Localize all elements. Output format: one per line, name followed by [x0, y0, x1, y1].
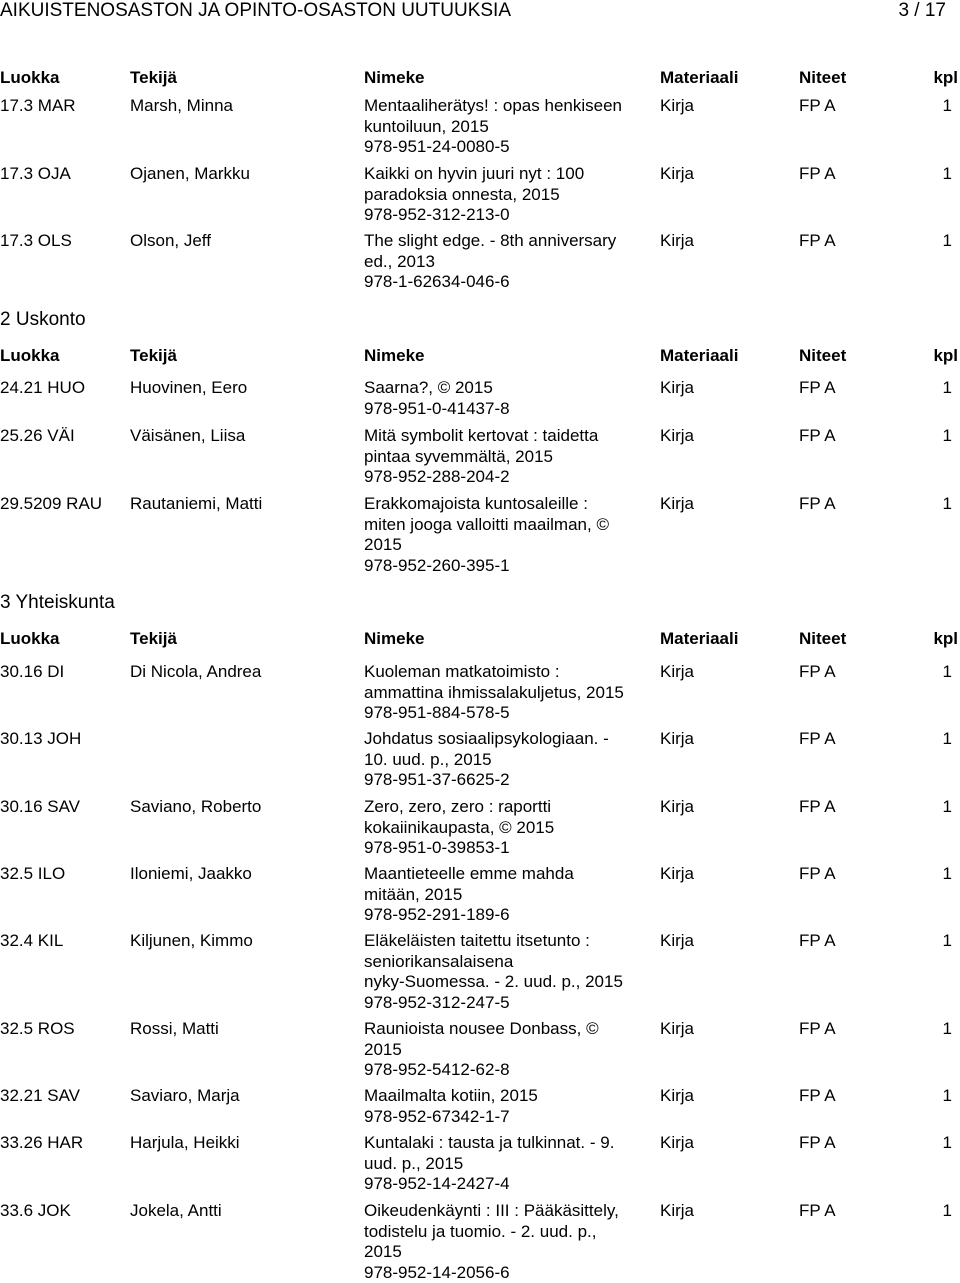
title-line: ammattina ihmissalakuljetus, 2015 [364, 683, 654, 704]
title-cell [364, 1019, 654, 1081]
title-line: Oikeudenkäynti : III : Pääkäsittely, [364, 1201, 654, 1222]
title-line: uud. p., 2015 [364, 1154, 654, 1175]
volume-location: FP A [799, 729, 836, 750]
column-header-qty: kpl [933, 628, 958, 650]
volume-location: FP A [799, 1201, 836, 1222]
material-type: Kirja [660, 164, 694, 185]
column-header-class: Luokka [0, 67, 60, 89]
title-line: 978-952-312-213-0 [364, 205, 654, 226]
volume-location: FP A [799, 864, 836, 885]
title-line: Saarna?, © 2015 [364, 378, 654, 399]
title-line: kokaiinikaupasta, © 2015 [364, 818, 654, 839]
column-header-author: Tekijä [130, 345, 177, 367]
column-header-volumes: Niteet [799, 345, 846, 367]
title-line: Eläkeläisten taitettu itsetunto : [364, 931, 654, 952]
class-code: 32.21 SAV [0, 1086, 80, 1107]
quantity: 1 [943, 231, 952, 252]
title-cell [364, 729, 654, 791]
author-name: Rautaniemi, Matti [130, 494, 262, 515]
quantity: 1 [943, 662, 952, 683]
material-type: Kirja [660, 1019, 694, 1040]
class-code: 17.3 OJA [0, 164, 71, 185]
material-type: Kirja [660, 378, 694, 399]
title-line: 978-952-260-395-1 [364, 556, 654, 577]
title-line: 2015 [364, 1040, 654, 1061]
volume-location: FP A [799, 931, 836, 952]
column-header-author: Tekijä [130, 628, 177, 650]
column-header-class: Luokka [0, 628, 60, 650]
title-line: Kaikki on hyvin juuri nyt : 100 [364, 164, 654, 185]
material-type: Kirja [660, 1201, 694, 1222]
material-type: Kirja [660, 231, 694, 252]
class-code: 30.13 JOH [0, 729, 81, 750]
title-line: 978-952-67342-1-7 [364, 1107, 654, 1128]
title-line: Mitä symbolit kertovat : taidetta [364, 426, 654, 447]
title-line: pintaa syvemmältä, 2015 [364, 447, 654, 468]
author-name: Iloniemi, Jaakko [130, 864, 252, 885]
class-code: 32.5 ROS [0, 1019, 75, 1040]
author-name: Olson, Jeff [130, 231, 211, 252]
title-cell [364, 931, 654, 1013]
title-line: 978-952-14-2427-4 [364, 1174, 654, 1195]
column-header-material: Materiaali [660, 345, 738, 367]
title-line: 978-951-24-0080-5 [364, 137, 654, 158]
title-line: 978-952-14-2056-6 [364, 1263, 654, 1283]
author-name: Harjula, Heikki [130, 1133, 240, 1154]
title-line: 2015 [364, 1242, 654, 1263]
title-line: ed., 2013 [364, 252, 654, 273]
class-code: 30.16 SAV [0, 797, 80, 818]
title-line: The slight edge. - 8th anniversary [364, 231, 654, 252]
quantity: 1 [943, 164, 952, 185]
quantity: 1 [943, 378, 952, 399]
title-line: 978-952-312-247-5 [364, 993, 654, 1014]
title-line: mitään, 2015 [364, 885, 654, 906]
column-header-qty: kpl [933, 67, 958, 89]
quantity: 1 [943, 426, 952, 447]
title-cell [364, 378, 654, 419]
column-header-title: Nimeke [364, 345, 424, 367]
volume-location: FP A [799, 662, 836, 683]
author-name: Saviaro, Marja [130, 1086, 240, 1107]
column-header-class: Luokka [0, 345, 60, 367]
column-header-row [0, 345, 960, 367]
title-cell [364, 1086, 654, 1127]
material-type: Kirja [660, 662, 694, 683]
volume-location: FP A [799, 231, 836, 252]
class-code: 30.16 DI [0, 662, 64, 683]
title-cell [364, 96, 654, 158]
material-type: Kirja [660, 96, 694, 117]
material-type: Kirja [660, 426, 694, 447]
quantity: 1 [943, 96, 952, 117]
title-line: 978-952-288-204-2 [364, 467, 654, 488]
title-line: Kuoleman matkatoimisto : [364, 662, 654, 683]
quantity: 1 [943, 1086, 952, 1107]
column-header-qty: kpl [933, 345, 958, 367]
quantity: 1 [943, 494, 952, 515]
material-type: Kirja [660, 1133, 694, 1154]
title-line: seniorikansalaisena [364, 952, 654, 973]
column-header-title: Nimeke [364, 628, 424, 650]
volume-location: FP A [799, 378, 836, 399]
volume-location: FP A [799, 1133, 836, 1154]
quantity: 1 [943, 1019, 952, 1040]
material-type: Kirja [660, 1086, 694, 1107]
author-name: Väisänen, Liisa [130, 426, 245, 447]
material-type: Kirja [660, 494, 694, 515]
title-cell [364, 662, 654, 724]
title-line: Johdatus sosiaalipsykologiaan. - [364, 729, 654, 750]
quantity: 1 [943, 1133, 952, 1154]
column-header-title: Nimeke [364, 67, 424, 89]
title-line: Mentaaliherätys! : opas henkiseen [364, 96, 654, 117]
section-heading: 2 Uskonto [0, 309, 86, 331]
volume-location: FP A [799, 494, 836, 515]
material-type: Kirja [660, 864, 694, 885]
class-code: 32.4 KIL [0, 931, 63, 952]
page-header [0, 0, 960, 24]
column-header-author: Tekijä [130, 67, 177, 89]
title-cell [364, 164, 654, 226]
column-header-volumes: Niteet [799, 67, 846, 89]
class-code: 29.5209 RAU [0, 494, 102, 515]
title-line: 10. uud. p., 2015 [364, 750, 654, 771]
title-line: Maailmalta kotiin, 2015 [364, 1086, 654, 1107]
page-number: 3 / 17 [898, 0, 946, 22]
author-name: Jokela, Antti [130, 1201, 222, 1222]
title-cell [364, 864, 654, 926]
volume-location: FP A [799, 1019, 836, 1040]
quantity: 1 [943, 931, 952, 952]
volume-location: FP A [799, 797, 836, 818]
class-code: 33.26 HAR [0, 1133, 83, 1154]
title-line: 2015 [364, 535, 654, 556]
material-type: Kirja [660, 729, 694, 750]
title-line: 978-952-291-189-6 [364, 905, 654, 926]
section-heading: 3 Yhteiskunta [0, 592, 115, 614]
title-line: 978-1-62634-046-6 [364, 272, 654, 293]
title-cell [364, 1133, 654, 1195]
class-code: 17.3 MAR [0, 96, 76, 117]
author-name: Saviano, Roberto [130, 797, 261, 818]
title-line: 978-951-0-39853-1 [364, 838, 654, 859]
column-header-material: Materiaali [660, 67, 738, 89]
title-cell [364, 797, 654, 859]
class-code: 24.21 HUO [0, 378, 85, 399]
title-line: Maantieteelle emme mahda [364, 864, 654, 885]
title-line: 978-951-884-578-5 [364, 703, 654, 724]
document-title: AIKUISTENOSASTON JA OPINTO-OSASTON UUTUUKSIA [0, 0, 511, 22]
material-type: Kirja [660, 797, 694, 818]
volume-location: FP A [799, 1086, 836, 1107]
class-code: 17.3 OLS [0, 231, 72, 252]
column-header-row [0, 67, 960, 89]
title-line: miten jooga valloitti maailman, © [364, 515, 654, 536]
title-line: Zero, zero, zero : raportti [364, 797, 654, 818]
author-name: Marsh, Minna [130, 96, 233, 117]
author-name: Di Nicola, Andrea [130, 662, 261, 683]
title-line: 978-952-5412-62-8 [364, 1060, 654, 1081]
title-cell [364, 494, 654, 576]
quantity: 1 [943, 1201, 952, 1222]
column-header-volumes: Niteet [799, 628, 846, 650]
title-line: Erakkomajoista kuntosaleille : [364, 494, 654, 515]
column-header-material: Materiaali [660, 628, 738, 650]
material-type: Kirja [660, 931, 694, 952]
title-line: paradoksia onnesta, 2015 [364, 185, 654, 206]
author-name: Ojanen, Markku [130, 164, 250, 185]
title-cell [364, 1201, 654, 1283]
title-line: Kuntalaki : tausta ja tulkinnat. - 9. [364, 1133, 654, 1154]
class-code: 32.5 ILO [0, 864, 65, 885]
quantity: 1 [943, 797, 952, 818]
title-line: 978-951-0-41437-8 [364, 399, 654, 420]
volume-location: FP A [799, 96, 836, 117]
title-cell [364, 426, 654, 488]
class-code: 33.6 JOK [0, 1201, 71, 1222]
author-name: Rossi, Matti [130, 1019, 219, 1040]
volume-location: FP A [799, 164, 836, 185]
title-line: Raunioista nousee Donbass, © [364, 1019, 654, 1040]
volume-location: FP A [799, 426, 836, 447]
title-cell [364, 231, 654, 293]
author-name: Kiljunen, Kimmo [130, 931, 253, 952]
quantity: 1 [943, 729, 952, 750]
title-line: todistelu ja tuomio. - 2. uud. p., [364, 1222, 654, 1243]
quantity: 1 [943, 864, 952, 885]
title-line: nyky-Suomessa. - 2. uud. p., 2015 [364, 972, 654, 993]
title-line: kuntoiluun, 2015 [364, 117, 654, 138]
column-header-row [0, 628, 960, 650]
title-line: 978-951-37-6625-2 [364, 770, 654, 791]
class-code: 25.26 VÄI [0, 426, 75, 447]
author-name: Huovinen, Eero [130, 378, 247, 399]
